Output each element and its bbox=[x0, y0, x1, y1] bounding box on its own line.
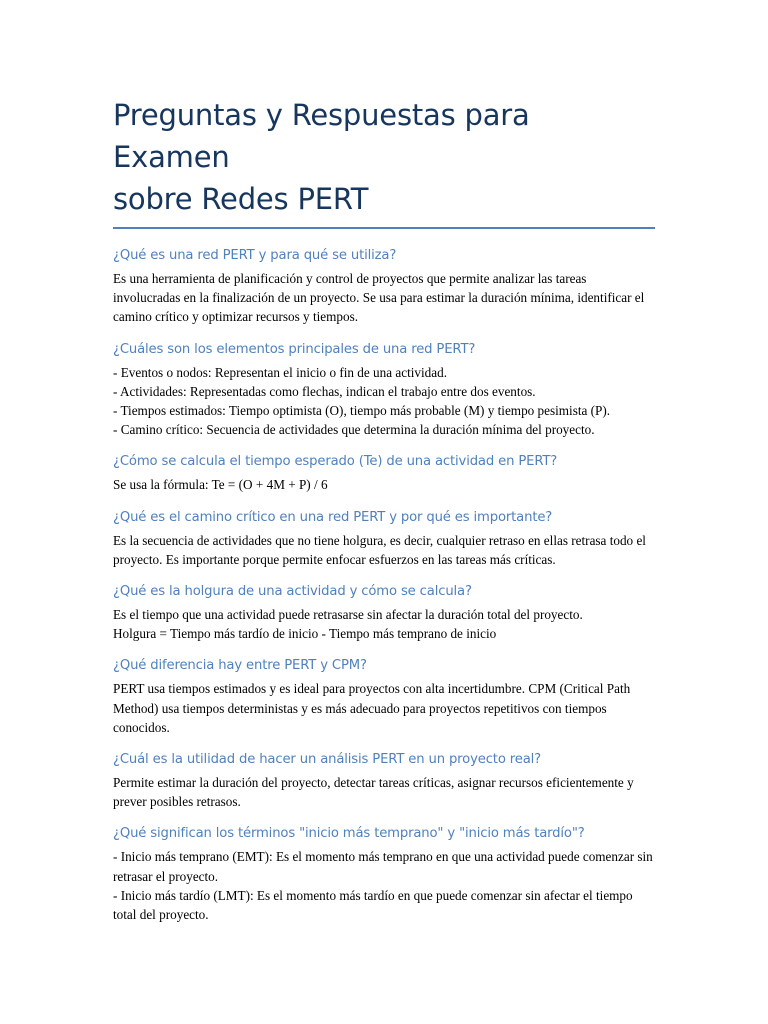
title-divider bbox=[113, 227, 655, 229]
answer-line: - Eventos o nodos: Representan el inicio o fin de una actividad. bbox=[113, 364, 447, 380]
answer-line: Es el tiempo que una actividad puede retrasarse sin afectar la duración total del proyecto. bbox=[113, 607, 583, 623]
question-heading: ¿Cuál es la utilidad de hacer un análisis PERT en un proyecto real? bbox=[113, 752, 542, 768]
answer-line: - Inicio más tardío (LMT): Es el momento más tardío en que puede comenzar sin afectar el tiempo total del proyecto. bbox=[113, 887, 633, 923]
answer-text bbox=[113, 269, 655, 327]
question-heading: ¿Qué diferencia hay entre PERT y CPM? bbox=[113, 658, 367, 674]
qa-section bbox=[113, 340, 655, 440]
qa-section bbox=[113, 508, 655, 569]
answer-text bbox=[113, 363, 655, 440]
answer-line: - Actividades: Representadas como flechas, indican el trabajo entre dos eventos. bbox=[113, 383, 536, 399]
question-heading: ¿Qué es una red PERT y para qué se utiliza? bbox=[113, 248, 397, 263]
question-heading: ¿Qué es el camino crítico en una red PERT y por qué es importante? bbox=[113, 509, 553, 525]
answer-line: - Tiempos estimados: Tiempo optimista (O), tiempo más probable (M) y tiempo pesimista (P). bbox=[113, 403, 611, 419]
answer-text bbox=[113, 773, 655, 811]
qa-section bbox=[113, 246, 655, 327]
answer-line: Es una herramienta de planificación y control de proyectos que permite analizar las tareas involucradas en la finalización de un proyecto. Se usa para estimar la duración mínima, identificar el camino crítico y optimizar recursos y tiempos. bbox=[113, 271, 645, 325]
qa-section bbox=[113, 656, 655, 737]
answer-line: PERT usa tiempos estimados y es ideal para proyectos con alta incertidumbre. CPM (Critical Path Method) usa tiempos deterministas y es más adecuado para proyectos repetitivos con tiempos conocidos. bbox=[113, 681, 631, 735]
document-title-line-1: Preguntas y Respuestas para Examen bbox=[113, 98, 530, 174]
answer-line: - Camino crítico: Secuencia de actividades que determina la duración mínima del proyecto. bbox=[113, 422, 595, 438]
qa-list bbox=[113, 246, 655, 924]
answer-line: Permite estimar la duración del proyecto, detectar tareas críticas, asignar recursos eficientemente y prever posibles retrasos. bbox=[113, 775, 634, 810]
question-heading: ¿Cuáles son los elementos principales de una red PERT? bbox=[113, 341, 476, 357]
question-heading: ¿Qué es la holgura de una actividad y cómo se calcula? bbox=[113, 584, 472, 600]
document-title bbox=[113, 94, 655, 220]
answer-text bbox=[113, 475, 655, 494]
answer-line: Se usa la fórmula: Te = (O + 4M + P) / 6 bbox=[113, 477, 328, 493]
question-heading: ¿Cómo se calcula el tiempo esperado (Te) de una actividad en PERT? bbox=[113, 454, 558, 470]
document-title-line-2: sobre Redes PERT bbox=[113, 182, 369, 216]
document-page bbox=[113, 94, 655, 937]
answer-text bbox=[113, 847, 655, 924]
answer-text bbox=[113, 605, 655, 643]
qa-section bbox=[113, 452, 655, 494]
answer-line: Holgura = Tiempo más tardío de inicio - Tiempo más temprano de inicio bbox=[113, 626, 497, 642]
question-heading: ¿Qué significan los términos "inicio más temprano" y "inicio más tardío"? bbox=[113, 826, 585, 842]
qa-section bbox=[113, 750, 655, 811]
answer-line: Es la secuencia de actividades que no tiene holgura, es decir, cualquier retraso en ellas retrasa todo el proyecto. Es importante porque permite enfocar esfuerzos en las tareas más críticas. bbox=[113, 532, 646, 567]
answer-line: - Inicio más temprano (EMT): Es el momento más temprano en que una actividad puede comenzar sin retrasar el proyecto. bbox=[113, 849, 653, 884]
answer-text bbox=[113, 531, 655, 569]
qa-section bbox=[113, 824, 655, 924]
answer-text bbox=[113, 679, 655, 737]
qa-section bbox=[113, 582, 655, 643]
